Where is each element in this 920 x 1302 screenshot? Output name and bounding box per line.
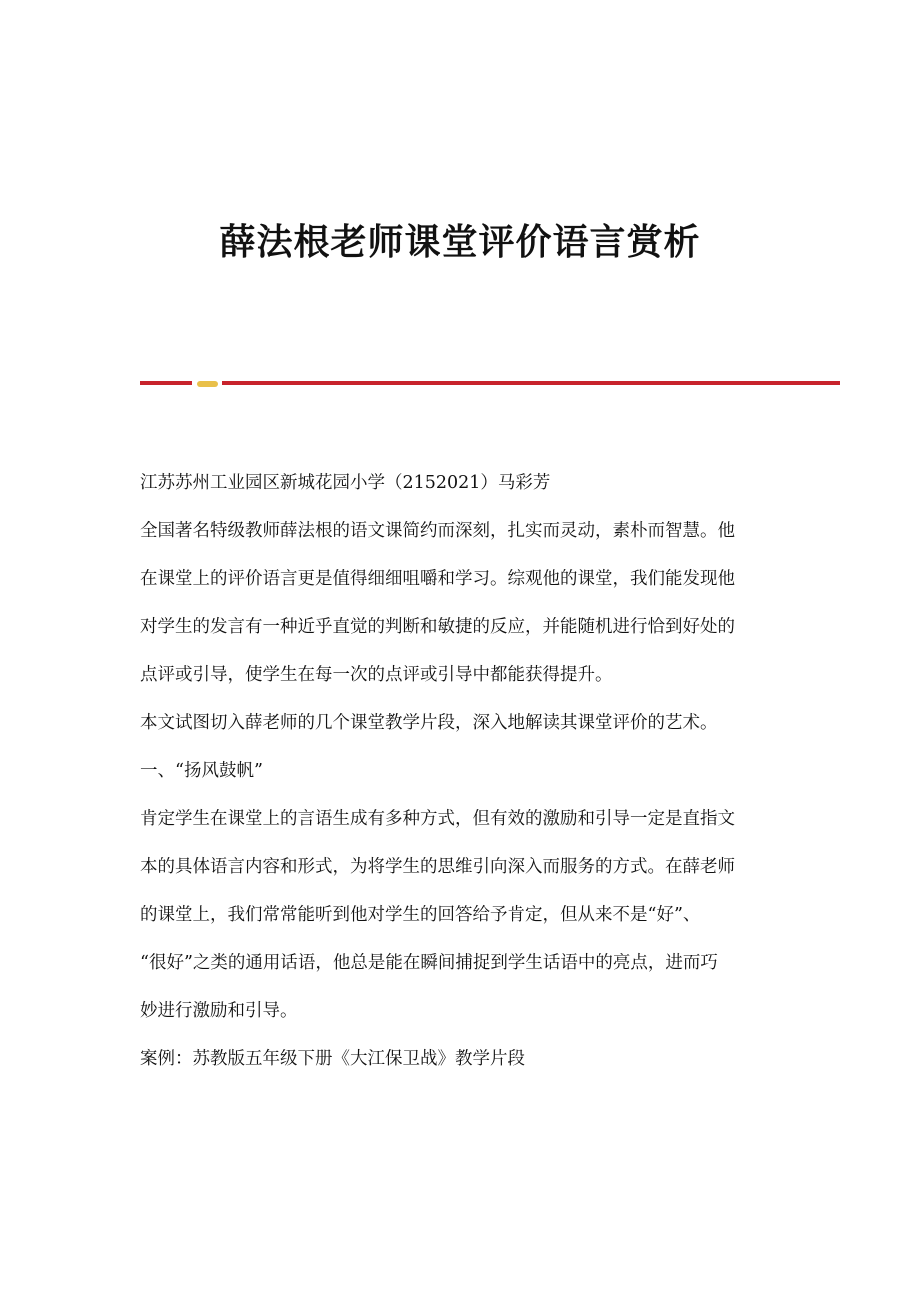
paragraph-line: 肯定学生在课堂上的言语生成有多种方式，但有效的激励和引导一定是直指文 bbox=[140, 809, 735, 829]
paragraph bbox=[140, 699, 780, 747]
paragraph-line: 全国著名特级教师薛法根的语文课简约而深刻，扎实而灵动，素朴而智慧。他 bbox=[140, 521, 735, 541]
title-divider-left bbox=[140, 381, 192, 385]
paragraph-line: 的课堂上，我们常常能听到他对学生的回答给予肯定，但从来不是“好”、 bbox=[140, 905, 701, 925]
paragraph-line: 本的具体语言内容和形式，为将学生的思维引向深入而服务的方式。在薛老师 bbox=[140, 857, 735, 877]
paragraph-line: “很好”之类的通用话语，他总是能在瞬间捕捉到学生话语中的亮点，进而巧 bbox=[140, 953, 718, 973]
paragraph-line: 点评或引导，使学生在每一次的点评或引导中都能获得提升。 bbox=[140, 665, 613, 685]
paragraph-line: 一、“扬风鼓帆” bbox=[140, 761, 263, 781]
document-title: 薛法根老师课堂评价语言赏析 bbox=[219, 221, 701, 263]
author-line: 江苏苏州工业园区新城花园小学（2152021）马彩芳 bbox=[140, 473, 551, 493]
title-divider-ornament bbox=[197, 381, 218, 387]
paragraph bbox=[140, 747, 780, 795]
paragraph-line: 在课堂上的评价语言更是值得细细咀嚼和学习。综观他的课堂，我们能发现他 bbox=[140, 569, 735, 589]
paragraph-line: 本文试图切入薛老师的几个课堂教学片段，深入地解读其课堂评价的艺术。 bbox=[140, 713, 718, 733]
paragraph-line: 案例：苏教版五年级下册《大江保卫战》教学片段 bbox=[140, 1049, 525, 1069]
paragraph bbox=[140, 795, 780, 1035]
document-body bbox=[140, 459, 780, 1083]
title-divider-right bbox=[222, 381, 840, 385]
paragraph bbox=[140, 1035, 780, 1083]
paragraph-line: 对学生的发言有一种近乎直觉的判断和敏捷的反应，并能随机进行恰到好处的 bbox=[140, 617, 735, 637]
paragraph-line: 妙进行激励和引导。 bbox=[140, 1001, 298, 1021]
paragraph bbox=[140, 507, 780, 699]
